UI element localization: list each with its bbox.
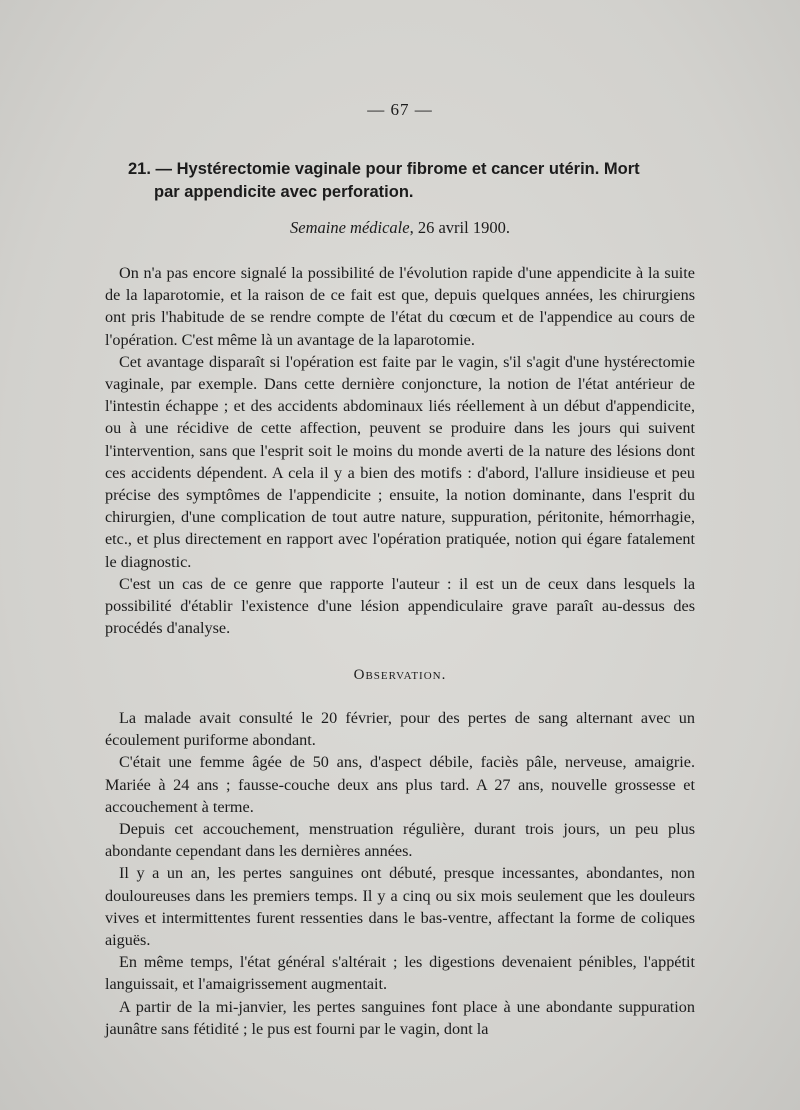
intro-paragraph: Cet avantage disparaît si l'opération est faite par le vagin, s'il s'agit d'une hystérectomie vaginale, par exemple. Dans cette dernière conjoncture, la notion de l'état antérieur de l'intestin échappe ; et des accidents abdominaux liés réellement à un début d'appendicite, ou à une récidive de cette affection, peuvent se produire dans les jours qui suivent l'intervention, sans que l'esprit soit le moins du monde averti de la nature des lésions dont ces accidents dépendent. A cela il y a bien des motifs : d'abord, l'allure insidieuse et peu précise des symptômes de l'appendicite ; ensuite, la notion dominante, dans l'esprit du chirurgien, d'une complication de tout autre nature, suppuration, péritonite, hémorrhagie, etc., et plus directement en rapport avec l'opération pratiquée, notion qui égare fatalement le diagnostic. — [105, 352, 695, 571]
article-source — [0, 218, 800, 238]
intro-paragraph: C'est un cas de ce genre que rapporte l'auteur : il est un de ceux dans lesquels la possibilité d'établir l'existence d'une lésion appendiculaire grave paraît au-dessus des procédés d'analyse. — [105, 574, 695, 638]
observation-paragraph: A partir de la mi-janvier, les pertes sanguines font place à une abondante suppuration jaunâtre sans fétidité ; le pus est fourni par le vagin, dont la — [105, 997, 695, 1038]
title-line-1: 21. — Hystérectomie vaginale pour fibrome et cancer utérin. Mort — [128, 160, 640, 178]
observation-paragraph: La malade avait consulté le 20 février, pour des pertes de sang alternant avec un écoulement puriforme abondant. — [105, 709, 695, 750]
intro-text — [105, 262, 695, 639]
intro-paragraph: On n'a pas encore signalé la possibilité de l'évolution rapide d'une appendicite à la suite de la laparotomie, et la raison de ce fait est que, depuis quelques années, les chirurgiens ont pris l'habitude de se rendre compte de l'état du cœcum et de l'appendice au cours de l'opération. C'est même là un avantage de la laparotomie. — [105, 264, 695, 349]
observation-paragraph: Il y a un an, les pertes sanguines ont débuté, presque incessantes, abondantes, non douloureuses dans les premiers temps. Il y a cinq ou six mois seulement que les douleurs vives et intermittentes furent ressenties dans le bas-ventre, affectant la forme de coliques aiguës. — [105, 864, 695, 950]
article-title — [128, 158, 688, 204]
journal-name: Semaine médicale — [290, 218, 410, 237]
title-line-2: par appendicite avec perforation. — [154, 183, 414, 201]
observation-paragraph: Depuis cet accouchement, menstruation régulière, durant trois jours, un peu plus abondante cependant dans les dernières années. — [105, 820, 695, 861]
journal-date: , 26 avril 1900. — [409, 218, 510, 237]
observation-text — [105, 707, 695, 1040]
page-number: — 67 — — [367, 100, 433, 119]
observation-heading: Observation. — [353, 667, 447, 683]
observation-paragraph: En même temps, l'état général s'altérait ; les digestions devenaient pénibles, l'appétit languissait, et l'amaigrissement augmentait. — [105, 953, 695, 994]
observation-paragraph: C'était une femme âgée de 50 ans, d'aspect débile, faciès pâle, nerveuse, amaigrie. Mariée à 24 ans ; fausse-couche deux ans plus tard. A 27 ans, nouvelle grossesse et accouchement à terme. — [105, 753, 695, 816]
